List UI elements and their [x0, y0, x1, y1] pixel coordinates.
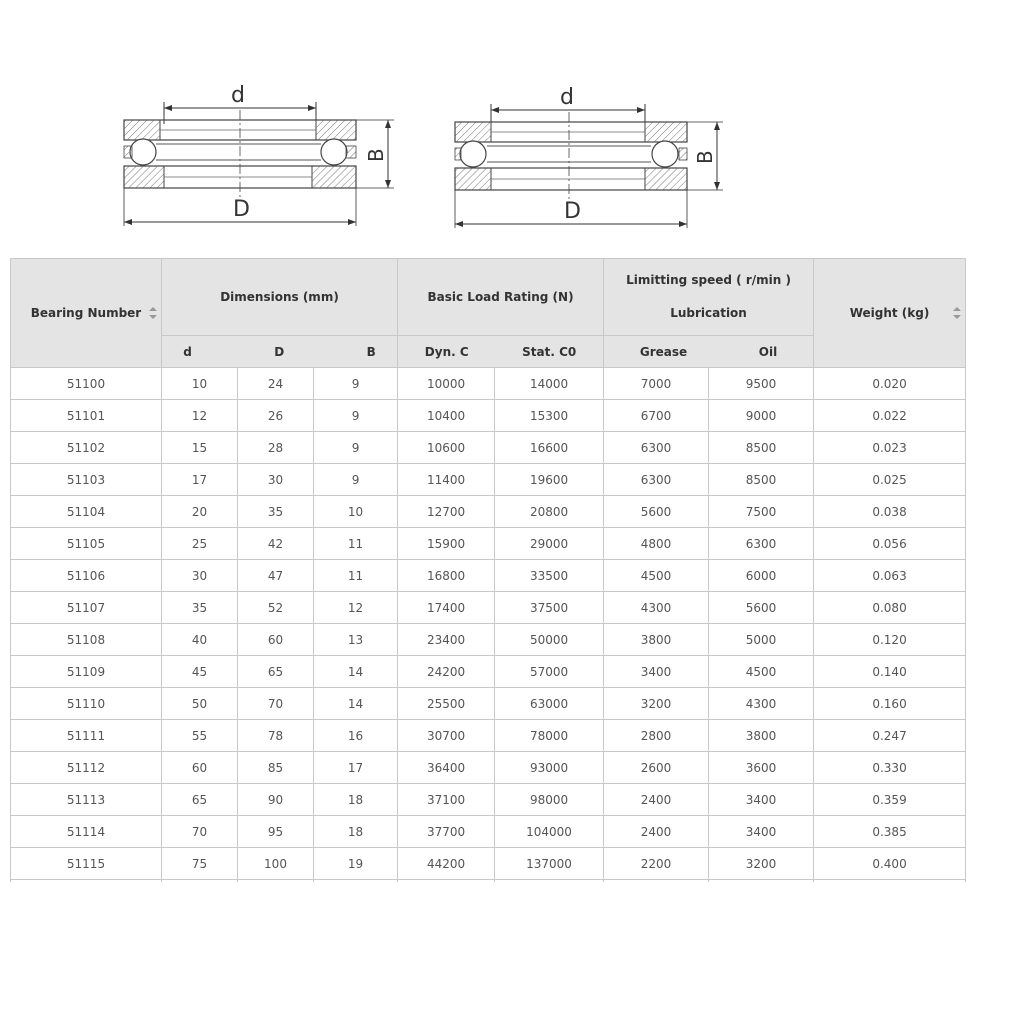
cell-oil: 8500	[709, 464, 814, 496]
cell-B: 9	[314, 368, 398, 400]
cell-bearing-number: 51106	[11, 560, 162, 592]
cell-D: 100	[238, 848, 314, 880]
cell-d: 40	[162, 624, 238, 656]
table-row	[11, 752, 966, 784]
header-rating-sub	[398, 336, 604, 368]
cell-D: 24	[238, 368, 314, 400]
cell-weight: 0.400	[814, 848, 966, 880]
cell-weight: 0.330	[814, 752, 966, 784]
cell-stat-c0: 20800	[495, 496, 604, 528]
cell-grease: 6300	[604, 432, 709, 464]
stub-cell	[238, 880, 314, 883]
cell-weight: 0.247	[814, 720, 966, 752]
header-dimensions	[162, 259, 398, 336]
cell-grease: 2800	[604, 720, 709, 752]
cell-d: 60	[162, 752, 238, 784]
cell-dyn-c: 16800	[398, 560, 495, 592]
cell-grease: 5600	[604, 496, 709, 528]
stub-cell	[709, 880, 814, 883]
cell-D: 65	[238, 656, 314, 688]
cell-dyn-c: 24200	[398, 656, 495, 688]
cell-d: 55	[162, 720, 238, 752]
cell-oil: 3200	[709, 848, 814, 880]
cell-dyn-c: 12700	[398, 496, 495, 528]
cell-bearing-number: 51113	[11, 784, 162, 816]
cell-B: 9	[314, 464, 398, 496]
cell-grease: 2400	[604, 784, 709, 816]
cell-d: 30	[162, 560, 238, 592]
diagram-inner-diameter-label: d	[231, 83, 245, 108]
table-row	[11, 720, 966, 752]
cell-bearing-number: 51108	[11, 624, 162, 656]
cell-oil: 9000	[709, 400, 814, 432]
table-row	[11, 784, 966, 816]
cell-stat-c0: 137000	[495, 848, 604, 880]
cell-D: 26	[238, 400, 314, 432]
cell-B: 14	[314, 688, 398, 720]
cell-weight: 0.385	[814, 816, 966, 848]
cell-oil: 5600	[709, 592, 814, 624]
cell-stat-c0: 57000	[495, 656, 604, 688]
cell-d: 65	[162, 784, 238, 816]
sort-icon[interactable]	[149, 307, 157, 319]
table-row	[11, 624, 966, 656]
cell-weight: 0.056	[814, 528, 966, 560]
table-row	[11, 528, 966, 560]
cell-dyn-c: 10600	[398, 432, 495, 464]
header-grease: Grease	[639, 344, 688, 359]
cell-bearing-number: 51109	[11, 656, 162, 688]
cell-oil: 4300	[709, 688, 814, 720]
cell-B: 14	[314, 656, 398, 688]
header-dimensions-label: Dimensions (mm)	[220, 290, 339, 304]
cell-B: 13	[314, 624, 398, 656]
cell-d: 15	[162, 432, 238, 464]
stub-cell	[495, 880, 604, 883]
cell-D: 42	[238, 528, 314, 560]
cell-dyn-c: 37100	[398, 784, 495, 816]
cell-d: 45	[162, 656, 238, 688]
cell-bearing-number: 51101	[11, 400, 162, 432]
header-weight[interactable]	[814, 259, 966, 368]
cell-weight: 0.063	[814, 560, 966, 592]
stub-cell	[11, 880, 162, 883]
cell-grease: 3200	[604, 688, 709, 720]
stub-cell	[604, 880, 709, 883]
cell-grease: 3400	[604, 656, 709, 688]
table-row	[11, 496, 966, 528]
cell-stat-c0: 16600	[495, 432, 604, 464]
cell-dyn-c: 10400	[398, 400, 495, 432]
table-row	[11, 592, 966, 624]
diagram-outer-diameter-label: D	[564, 199, 581, 224]
table-row	[11, 560, 966, 592]
cell-d: 50	[162, 688, 238, 720]
header-dimension-sub	[162, 336, 398, 368]
cell-oil: 6300	[709, 528, 814, 560]
cell-B: 10	[314, 496, 398, 528]
cell-grease: 7000	[604, 368, 709, 400]
cell-bearing-number: 51105	[11, 528, 162, 560]
cell-B: 16	[314, 720, 398, 752]
cell-stat-c0: 63000	[495, 688, 604, 720]
header-dyn: Dyn. C	[424, 344, 469, 359]
cell-stat-c0: 19600	[495, 464, 604, 496]
header-weight-label: Weight (kg)	[849, 306, 930, 320]
cell-oil: 6000	[709, 560, 814, 592]
cell-weight: 0.022	[814, 400, 966, 432]
cell-stat-c0: 98000	[495, 784, 604, 816]
cell-weight: 0.023	[814, 432, 966, 464]
diagram-height-label: B	[364, 148, 388, 162]
cell-D: 90	[238, 784, 314, 816]
bearing-diagram-right	[447, 80, 727, 234]
cell-D: 30	[238, 464, 314, 496]
cell-grease: 3800	[604, 624, 709, 656]
cell-bearing-number: 51112	[11, 752, 162, 784]
cell-grease: 4800	[604, 528, 709, 560]
cell-B: 9	[314, 400, 398, 432]
header-bearing-number[interactable]	[11, 259, 162, 368]
stub-cell	[162, 880, 238, 883]
header-d: d	[183, 344, 192, 359]
cell-oil: 9500	[709, 368, 814, 400]
cell-stat-c0: 93000	[495, 752, 604, 784]
header-load-rating	[398, 259, 604, 336]
cell-grease: 2200	[604, 848, 709, 880]
diagram-outer-diameter-label: D	[233, 197, 250, 222]
cell-grease: 4300	[604, 592, 709, 624]
header-oil: Oil	[758, 344, 778, 359]
bearing-spec-table	[10, 258, 966, 882]
cell-dyn-c: 11400	[398, 464, 495, 496]
cell-dyn-c: 25500	[398, 688, 495, 720]
cell-D: 35	[238, 496, 314, 528]
cell-weight: 0.025	[814, 464, 966, 496]
header-lubrication-label: Lubrication	[670, 306, 747, 320]
cell-dyn-c: 36400	[398, 752, 495, 784]
cell-D: 52	[238, 592, 314, 624]
cell-oil: 5000	[709, 624, 814, 656]
cell-bearing-number: 51104	[11, 496, 162, 528]
stub-cell	[314, 880, 398, 883]
diagram-inner-diameter-label: d	[560, 85, 574, 110]
cell-grease: 6300	[604, 464, 709, 496]
cell-B: 9	[314, 432, 398, 464]
cell-D: 28	[238, 432, 314, 464]
cell-B: 11	[314, 528, 398, 560]
header-lubrication-sub	[604, 336, 814, 368]
cell-oil: 3800	[709, 720, 814, 752]
header-B: B	[366, 344, 376, 359]
cell-weight: 0.359	[814, 784, 966, 816]
cell-D: 60	[238, 624, 314, 656]
cell-stat-c0: 104000	[495, 816, 604, 848]
table-row	[11, 368, 966, 400]
cell-dyn-c: 37700	[398, 816, 495, 848]
cell-bearing-number: 51103	[11, 464, 162, 496]
cell-d: 35	[162, 592, 238, 624]
cell-stat-c0: 33500	[495, 560, 604, 592]
sort-icon[interactable]	[953, 307, 961, 319]
table-row	[11, 848, 966, 880]
cell-D: 95	[238, 816, 314, 848]
cell-B: 17	[314, 752, 398, 784]
cell-oil: 3400	[709, 784, 814, 816]
cell-stat-c0: 78000	[495, 720, 604, 752]
stub-cell	[814, 880, 966, 883]
header-stat: Stat. C0	[522, 344, 577, 359]
diagram-height-label: B	[693, 150, 717, 164]
cell-bearing-number: 51110	[11, 688, 162, 720]
cell-B: 18	[314, 784, 398, 816]
cell-B: 19	[314, 848, 398, 880]
table-row	[11, 432, 966, 464]
cell-B: 12	[314, 592, 398, 624]
cell-oil: 8500	[709, 432, 814, 464]
cell-oil: 3600	[709, 752, 814, 784]
cell-d: 75	[162, 848, 238, 880]
cell-d: 70	[162, 816, 238, 848]
cell-dyn-c: 15900	[398, 528, 495, 560]
stub-cell	[398, 880, 495, 883]
bearing-diagram-left	[116, 80, 396, 234]
cell-dyn-c: 10000	[398, 368, 495, 400]
header-speed	[604, 259, 814, 336]
cell-D: 78	[238, 720, 314, 752]
cell-oil: 4500	[709, 656, 814, 688]
cell-bearing-number: 51107	[11, 592, 162, 624]
cell-grease: 2400	[604, 816, 709, 848]
table-row-stub	[11, 880, 966, 883]
header-load-rating-label: Basic Load Rating (N)	[427, 290, 574, 304]
cell-stat-c0: 37500	[495, 592, 604, 624]
cell-oil: 3400	[709, 816, 814, 848]
cell-bearing-number: 51100	[11, 368, 162, 400]
cell-B: 18	[314, 816, 398, 848]
cell-dyn-c: 30700	[398, 720, 495, 752]
cell-weight: 0.080	[814, 592, 966, 624]
table-row	[11, 656, 966, 688]
table-row	[11, 464, 966, 496]
cell-weight: 0.020	[814, 368, 966, 400]
cell-oil: 7500	[709, 496, 814, 528]
cell-weight: 0.038	[814, 496, 966, 528]
cell-d: 25	[162, 528, 238, 560]
cell-dyn-c: 23400	[398, 624, 495, 656]
header-speed-label: Limitting speed ( r/min )	[626, 273, 791, 287]
table-row	[11, 400, 966, 432]
header-bearing-number-label: Bearing Number	[30, 306, 142, 320]
cell-dyn-c: 44200	[398, 848, 495, 880]
cell-stat-c0: 15300	[495, 400, 604, 432]
cell-D: 47	[238, 560, 314, 592]
cell-B: 11	[314, 560, 398, 592]
header-D: D	[274, 344, 285, 359]
table-row	[11, 688, 966, 720]
cell-dyn-c: 17400	[398, 592, 495, 624]
cell-D: 85	[238, 752, 314, 784]
cell-d: 12	[162, 400, 238, 432]
cell-grease: 4500	[604, 560, 709, 592]
cell-bearing-number: 51115	[11, 848, 162, 880]
cell-d: 20	[162, 496, 238, 528]
cell-bearing-number: 51114	[11, 816, 162, 848]
cell-weight: 0.120	[814, 624, 966, 656]
cell-grease: 2600	[604, 752, 709, 784]
cell-weight: 0.140	[814, 656, 966, 688]
cell-d: 17	[162, 464, 238, 496]
cell-grease: 6700	[604, 400, 709, 432]
cell-bearing-number: 51102	[11, 432, 162, 464]
cell-D: 70	[238, 688, 314, 720]
cell-stat-c0: 14000	[495, 368, 604, 400]
cell-stat-c0: 29000	[495, 528, 604, 560]
cell-weight: 0.160	[814, 688, 966, 720]
cell-d: 10	[162, 368, 238, 400]
cell-bearing-number: 51111	[11, 720, 162, 752]
table-row	[11, 816, 966, 848]
cell-stat-c0: 50000	[495, 624, 604, 656]
